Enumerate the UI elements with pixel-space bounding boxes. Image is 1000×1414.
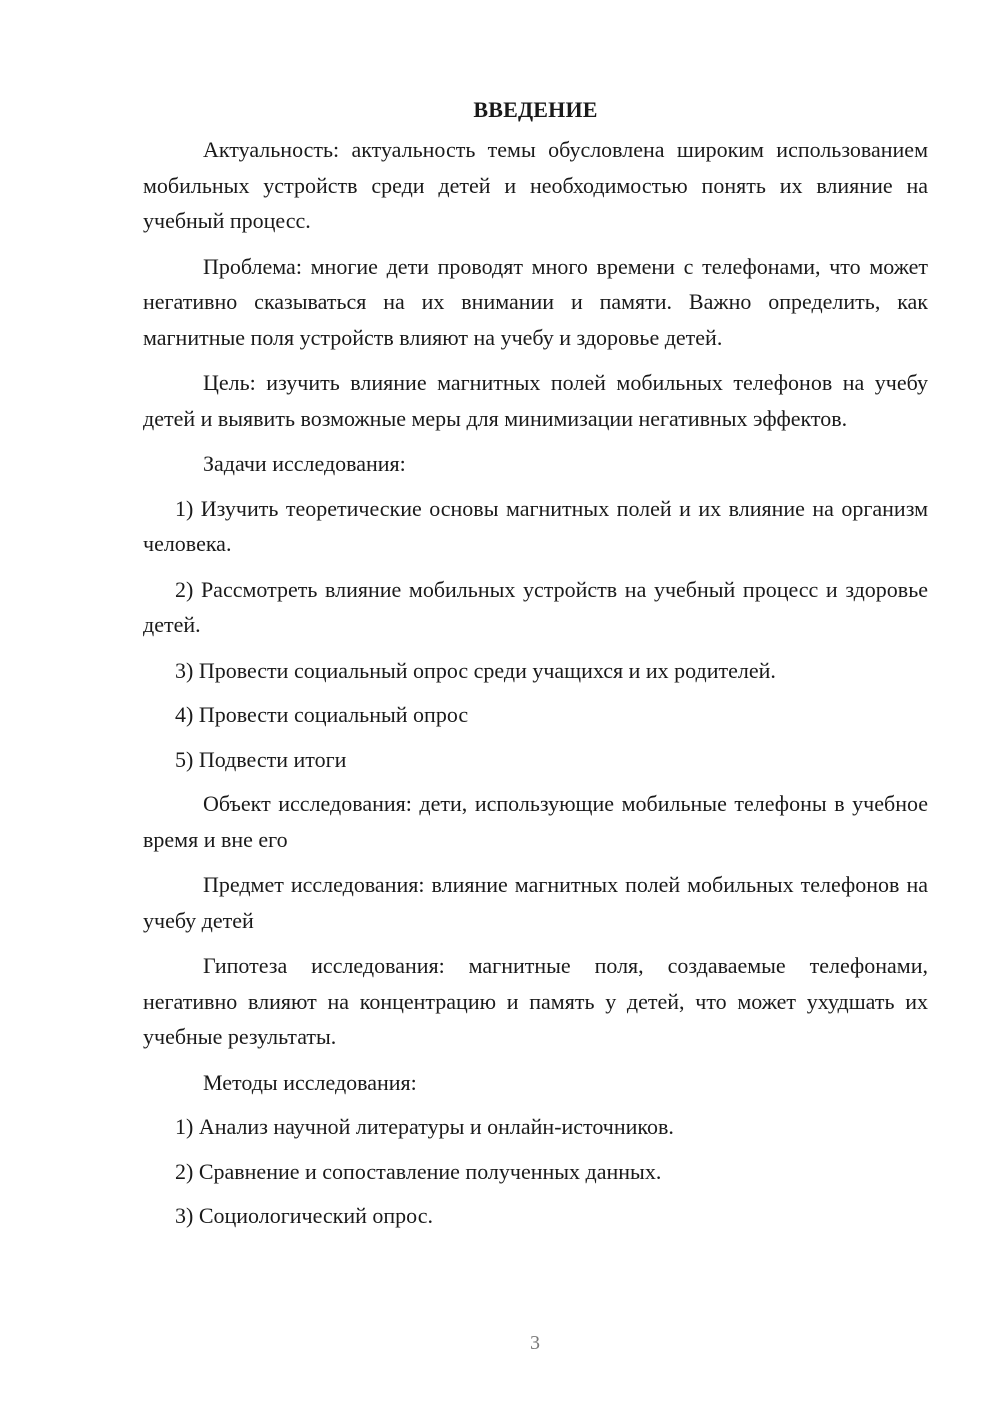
method-item: 1) Анализ научной литературы и онлайн-источников. [175,1114,674,1139]
method-item: 3) Социологический опрос. [175,1203,433,1228]
task-item: 1) Изучить теоретические основы магнитных полей и их влияние на организм человека. [143,495,928,556]
task-item: 4) Провести социальный опрос [175,702,469,727]
goal-paragraph: Цель: изучить влияние магнитных полей мобильных телефонов на учебу детей и выявить возможные меры для минимизации негативных эффектов. [143,370,928,431]
tasks-title: Задачи исследования: [203,451,406,476]
problem-paragraph: Проблема: многие дети проводят много времени с телефонами, что может негативно сказываться на их внимании и памяти. Важно определить, как магнитные поля устройств влияют на учебу и здоровье детей. [143,253,928,350]
subject-paragraph: Предмет исследования: влияние магнитных полей мобильных телефонов на учебу детей [143,872,928,933]
methods-title: Методы исследования: [203,1069,417,1095]
hypothesis-paragraph: Гипотеза исследования: магнитные поля, создаваемые телефонами, негативно влияют на концентрацию и память у детей, что может ухудшать их учебные результаты. [143,953,928,1049]
task-item: 5) Подвести итоги [175,746,347,772]
task-item: 3) Провести социальный опрос среди учащихся и их родителей. [175,657,776,683]
task-item: 2) Рассмотреть влияние мобильных устройств на учебный процесс и здоровье детей. [143,576,928,637]
section-heading: ВВЕДЕНИЕ [473,97,598,122]
method-item: 2) Сравнение и сопоставление полученных данных. [175,1158,662,1184]
document-page [143,92,928,1243]
relevance-paragraph: Актуальность: актуальность темы обусловлена широким использованием мобильных устройств среди детей и необходимостью понять их влияние на учебный процесс. [143,137,928,233]
page-number: 3 [530,1332,540,1354]
object-paragraph: Объект исследования: дети, использующие мобильные телефоны в учебное время и вне его [143,791,928,852]
